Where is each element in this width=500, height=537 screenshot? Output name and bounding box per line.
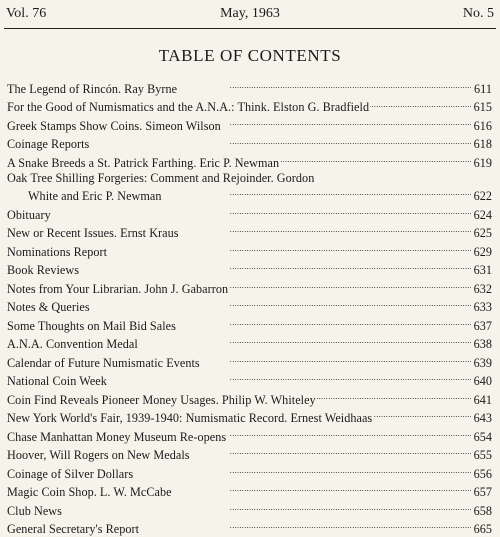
dot-leader <box>52 204 471 219</box>
entry-page-number: 622 <box>473 189 492 203</box>
entry-title: Coin Find Reveals Pioneer Money Usages. Philip W. Whiteley <box>7 392 316 407</box>
entry-page-number: 625 <box>473 226 492 240</box>
entry-title: A Snake Breeds a St. Patrick Farthing. Eric P. Newman <box>7 155 280 170</box>
entry-page-number: 639 <box>473 355 492 370</box>
dot-leader <box>91 296 471 311</box>
entry-title-continued: White and Eric P. Newman <box>28 189 162 203</box>
entry-title: National Coin Week <box>7 374 107 388</box>
contents-entry <box>7 259 492 278</box>
dot-leader <box>63 500 471 515</box>
dot-leader <box>178 78 471 93</box>
dot-leader <box>191 444 471 459</box>
entry-title: Coinage Reports <box>7 137 90 152</box>
entry-page-number: 637 <box>473 318 492 333</box>
entry-title: New York World's Fair, 1939-1940: Numismatic Record. Ernest Weidhaas <box>7 411 373 425</box>
volume-label: Vol. 76 <box>6 6 47 21</box>
contents-entry <box>7 78 492 97</box>
contents-entry <box>7 296 492 315</box>
contents-entry <box>7 481 492 500</box>
entry-page-number: 658 <box>473 503 492 518</box>
contents-entry <box>7 278 492 297</box>
dot-leader <box>139 333 471 348</box>
contents-entry <box>7 134 492 153</box>
contents-entry <box>7 204 492 223</box>
header-rule <box>4 28 496 29</box>
entry-page-number: 656 <box>473 466 492 481</box>
entry-title: Chase Manhattan Money Museum Re-opens <box>7 429 227 444</box>
entry-page-number: 638 <box>473 337 492 351</box>
contents-entry <box>7 222 492 241</box>
contents-entry <box>7 426 492 445</box>
entry-title: The Legend of Rincón. Ray Byrne <box>7 81 178 96</box>
issue-date: May, 1963 <box>220 6 280 21</box>
contents-entry <box>7 407 492 426</box>
contents-entry <box>7 370 492 389</box>
entry-title: New or Recent Issues. Ernst Kraus <box>7 226 179 240</box>
entry-title: Coinage of Silver Dollars <box>7 466 134 481</box>
issue-number: No. 5 <box>462 6 494 21</box>
entry-title: Obituary <box>7 207 51 222</box>
entry-page-number: 616 <box>473 118 492 133</box>
entry-title: Greek Stamps Show Coins. Simeon Wilson <box>7 118 221 133</box>
dot-leader <box>227 426 471 441</box>
dot-leader <box>201 352 471 367</box>
entry-title: Hoover, Will Rogers on New Medals <box>7 448 190 462</box>
entry-page-number: 619 <box>473 155 492 170</box>
entry-title: Nominations Report <box>7 244 108 259</box>
contents-entry <box>7 518 492 537</box>
page-title: TABLE OF CONTENTS <box>158 46 342 65</box>
entry-title: For the Good of Numismatics and the A.N.A.: Think. Elston G. Bradfield <box>7 100 370 115</box>
entry-page-number: 633 <box>473 300 492 314</box>
dot-leader <box>229 278 471 293</box>
dot-leader <box>108 241 471 256</box>
contents-entry <box>7 500 492 519</box>
dot-leader <box>373 407 471 422</box>
dot-leader <box>80 259 471 274</box>
entry-page-number: 611 <box>474 81 492 96</box>
entry-page-number: 665 <box>473 522 492 536</box>
entry-title: A.N.A. Convention Medal <box>7 337 138 351</box>
contents-entry <box>7 444 492 463</box>
entry-page-number: 631 <box>473 263 492 277</box>
entry-page-number: 655 <box>473 448 492 462</box>
dot-leader <box>134 463 471 478</box>
dot-leader <box>222 115 471 130</box>
dot-leader <box>370 97 471 112</box>
entry-title: Oak Tree Shilling Forgeries: Comment and Rejoinder. Gordon <box>7 170 315 185</box>
contents-entry <box>7 315 492 334</box>
contents-entry <box>7 171 492 204</box>
entry-page-number: 632 <box>473 281 492 296</box>
dot-leader <box>163 185 471 200</box>
contents-entry <box>7 97 492 116</box>
entry-title: Notes & Queries <box>7 300 90 314</box>
entry-page-number: 629 <box>473 244 492 259</box>
entry-page-number: 618 <box>473 137 492 152</box>
contents-list <box>7 78 492 537</box>
contents-entry <box>7 389 492 408</box>
contents-entry <box>7 115 492 134</box>
entry-title: Notes from Your Librarian. John J. Gabarron <box>7 281 229 296</box>
contents-entry <box>7 241 492 260</box>
entry-page-number: 640 <box>473 374 492 388</box>
contents-entry <box>7 352 492 371</box>
dot-leader <box>108 370 471 385</box>
dot-leader <box>280 152 471 167</box>
entry-page-number: 641 <box>473 392 492 407</box>
dot-leader <box>90 134 471 149</box>
entry-title: Magic Coin Shop. L. W. McCabe <box>7 485 172 499</box>
entry-page-number: 624 <box>473 207 492 222</box>
dot-leader <box>140 518 471 533</box>
entry-page-number: 657 <box>473 485 492 499</box>
dot-leader <box>317 389 471 404</box>
entry-title: Club News <box>7 503 62 518</box>
entry-page-number: 643 <box>473 411 492 425</box>
entry-page-number: 615 <box>473 100 492 115</box>
contents-entry <box>7 152 492 171</box>
dot-leader <box>173 481 471 496</box>
entry-title: Some Thoughts on Mail Bid Sales <box>7 318 176 333</box>
dot-leader <box>180 222 471 237</box>
contents-entry <box>7 333 492 352</box>
dot-leader <box>177 315 471 330</box>
entry-page-number: 654 <box>473 429 492 444</box>
entry-title: Calendar of Future Numismatic Events <box>7 355 200 370</box>
masthead <box>6 4 494 24</box>
entry-title: Book Reviews <box>7 263 80 277</box>
contents-entry <box>7 463 492 482</box>
entry-title: General Secretary's Report <box>7 522 140 536</box>
